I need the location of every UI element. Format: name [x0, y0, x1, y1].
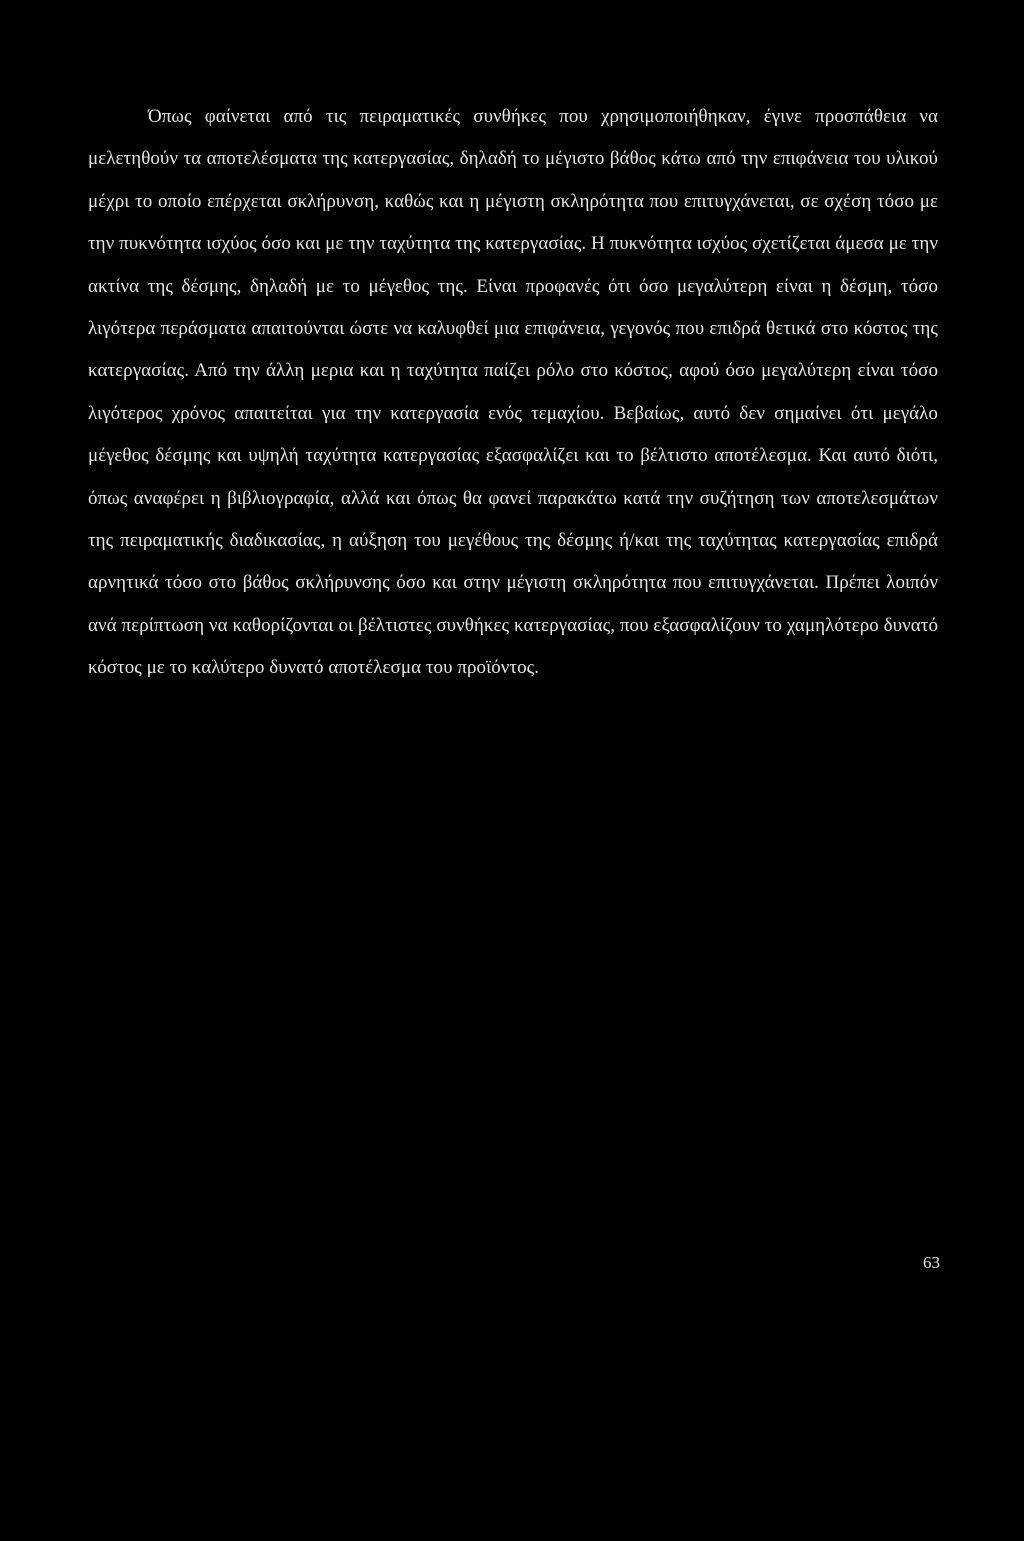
page-number: 63: [923, 1253, 940, 1272]
body-paragraph: Όπως φαίνεται από τις πειραματικές συνθήκες που χρησιμοποιήθηκαν, έγινε προσπάθεια να μελετηθούν τα αποτελέσματα της κατεργασίας, δηλαδή το μέγιστο βάθος κάτω από την επιφάνεια του υλικού μέχρι το οποίο επέρχεται σκλήρυνση, καθώς και η μέγιστη σκληρότητα που επιτυγχάνεται, σε σχέση τόσο με την πυκνότητα ισχύος όσο και με την ταχύτητα της κατεργασίας. Η πυκνότητα ισχύος σχετίζεται άμεσα με την ακτίνα της δέσμης, δηλαδή με το μέγεθος της. Είναι προφανές ότι όσο μεγαλύτερη είναι η δέσμη, τόσο λιγότερα περάσματα απαιτούνται ώστε να καλυφθεί μια επιφάνεια, γεγονός που επιδρά θετικά στο κόστος της κατεργασίας. Από την άλλη μερια και η ταχύτητα παίζει ρόλο στο κόστος, αφού όσο μεγαλύτερη είναι τόσο λιγότερος χρόνος απαιτείται για την κατεργασία ενός τεμαχίου. Βεβαίως, αυτό δεν σημαίνει ότι μεγάλο μέγεθος δέσμης και υψηλή ταχύτητα κατεργασίας εξασφαλίζει και το βέλτιστο αποτέλεσμα. Και αυτό διότι, όπως αναφέρει η βιβλιογραφία, αλλά και όπως θα φανεί παρακάτω κατά την συζήτηση των αποτελεσμάτων της πειραματικής διαδικασίας, η αύξηση του μεγέθους της δέσμης ή/και της ταχύτητας κατεργασίας επιδρά αρνητικά τόσο στο βάθος σκλήρυνσης όσο και στην μέγιστη σκληρότητα που επιτυγχάνεται. Πρέπει λοιπόν ανά περίπτωση να καθορίζονται οι βέλτιστες συνθήκες κατεργασίας, που εξασφαλίζουν το χαμηλότερο δυνατό κόστος με το καλύτερο δυνατό αποτέλεσμα του προϊόντος.: [88, 106, 938, 679]
